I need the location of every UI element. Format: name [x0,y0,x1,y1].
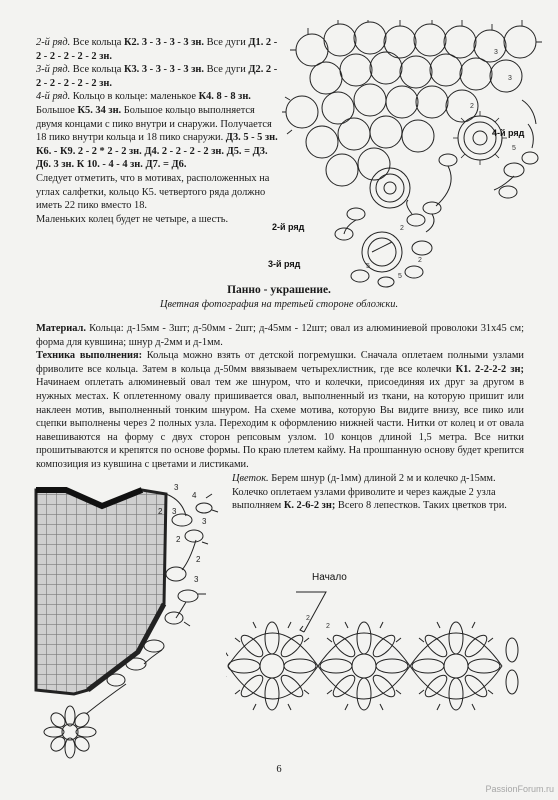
top-instructions [36,36,278,226]
svg-text:3: 3 [172,507,177,516]
svg-text:3: 3 [194,575,199,584]
material-paragraph: Материал. Кольца: д-15мм - 3шт; д-50мм - 2шт; д-45мм - 12шт; овал из алюминиевой проволоки 31х45 см; форма для кувшина; шнур д-2мм и д-1мм. [36,323,524,348]
svg-text:2: 2 [196,555,201,564]
lace-diagram-top [282,20,552,290]
watermark: PassionForum.ru [485,784,554,794]
svg-text:5: 5 [366,263,370,270]
page-number: 6 [276,764,282,775]
svg-text:2: 2 [176,535,181,544]
note-paragraph-2: Маленьких колец будет не четыре, а шесть. [36,213,229,225]
start-label: Начало [312,572,347,583]
svg-text:2: 2 [400,225,404,232]
row2-paragraph: 2-й ряд. Все кольца К2. 3 - 3 - 3 - 3 зн. Все дуги Д1. 2 - 2 - 2 - 2 - 2 - 2 зн. [36,37,278,62]
flower-chain-diagram [226,580,522,744]
row3-label: 3-й ряд [268,259,301,269]
svg-text:4: 4 [192,491,197,500]
svg-text:5: 5 [398,273,402,280]
flower-text [232,472,524,513]
body-text [36,322,524,472]
technique-paragraph: Техника выполнения: Кольца можно взять от детской погремушки. Сначала оплетаем полными узлами фриволите все кольца. Затем в кольца д-50мм ввязываем четырехлистник, где все колечки К1. 2-2-2-2 зн; Начинаем оплетать алюминевый овал тем же шнуром, что и колечки, присоединяя их друг за другом в нужных местах. К оплетенному овалу пришивается овал, выполненный из ткани, на которую пришит или наклеен мотив, выполненный тонким шнуром. На схеме мотива, которую Вы видите внизу, все пико или сцепки выполнены через 2 полных узла. Переходим к оформлению нижней части. Нитки от колец и от овала навешиваются на форму с двух сторон репсовым узлом. 10 концов длиной 1,5 метра. Все нитки прошитываются и крепятся по основе формы. По краю плетем каймy. На прошпанную основу будет крепится композиция из кувшина с цветами и листиками. [36,350,525,470]
row3-paragraph: 3-й ряд. Все кольца К3. 3 - 3 - 3 - 3 зн. Все дуги Д2. 2 - 2 - 2 - 2 - 2 - 2 зн. [36,64,278,89]
svg-text:2: 2 [418,257,422,264]
row4-paragraph: 4-й ряд. Кольцо в кольце: маленькое К4. 8 - 8 зн. Большое К5. 34 зн. Большое кольцо выполняется двумя концами с пико внутри и снаружи. Получается 18 пико внутри кольца и 18 пико снаружи. Д3. 5 - 5 зн. К6. - К9. 2 - 2 * 2 - 2 зн. Д4. 2 - 2 - 2 - 2 зн. Д5. = Д3. Д6. 3 зн. К 10. - 4 - 4 зн. Д7. = Д6. [36,91,278,171]
heart-motif-photo [26,484,226,762]
section-title: Панно - украшение. [227,284,331,296]
note-paragraph: Следует отметить, что в мотивах, расположенных на углах салфетки, кольцо К5. четвертого ряда должно иметь 22 пико вместо 18. [36,172,270,212]
svg-text:3: 3 [174,484,179,492]
svg-text:5: 5 [512,145,516,152]
row4-label: 4-й ряд [492,128,525,138]
section-subtitle: Цветная фотография на третьей стороне обложки. [159,299,399,310]
flower-paragraph: Цветок. Берем шнур (д-1мм) длиной 2 м и колечко д-15мм. Колечко оплетаем узлами фриволите и через каждые 2 узла выполняем К. 2-6-2 зн; Всего 8 лепестков. Таких цветков три. [232,473,507,512]
svg-text:2: 2 [470,103,474,110]
svg-text:2: 2 [306,615,310,622]
svg-text:3: 3 [494,49,498,56]
svg-text:3: 3 [202,517,207,526]
svg-text:2: 2 [158,507,163,516]
row2-label: 2-й ряд [272,222,305,232]
svg-text:3: 3 [508,75,512,82]
svg-text:2: 2 [326,623,330,630]
